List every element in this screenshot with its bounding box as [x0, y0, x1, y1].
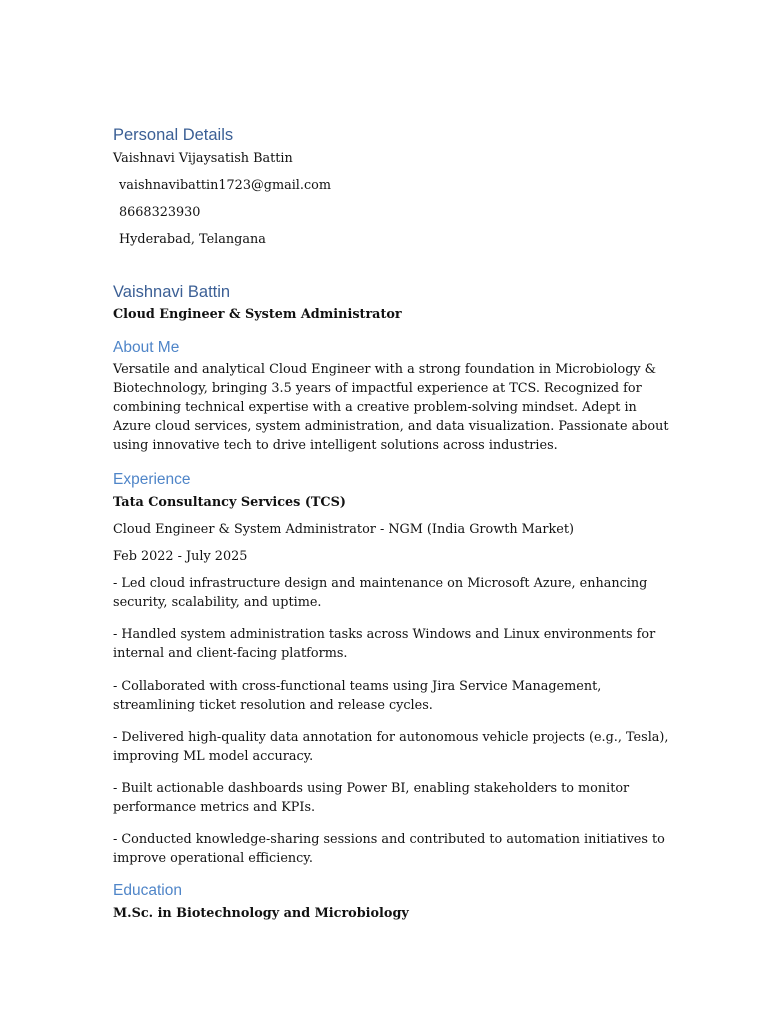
- experience-bullet: - Conducted knowledge-sharing sessions and contributed to automation initiatives to improve operational efficiency.: [113, 832, 665, 866]
- experience-bullet: - Delivered high-quality data annotation for autonomous vehicle projects (e.g., Tesla), improving ML model accuracy.: [113, 730, 669, 764]
- email-address: vaishnavibattin1723@gmail.com: [119, 178, 331, 193]
- education-degree: M.Sc. in Biotechnology and Microbiology: [113, 906, 409, 921]
- personal-details-heading: Personal Details: [113, 126, 234, 144]
- experience-bullet: - Collaborated with cross-functional teams using Jira Service Management, streamlining ticket resolution and release cycles.: [113, 679, 602, 713]
- candidate-title: Cloud Engineer & System Administrator: [113, 307, 402, 322]
- candidate-name: Vaishnavi Battin: [113, 283, 231, 301]
- experience-bullet: - Built actionable dashboards using Power BI, enabling stakeholders to monitor performance metrics and KPIs.: [113, 781, 630, 815]
- job-dates: Feb 2022 - July 2025: [113, 549, 248, 564]
- location: Hyderabad, Telangana: [119, 232, 266, 247]
- about-text: Versatile and analytical Cloud Engineer with a strong foundation in Microbiology & Biotechnology, bringing 3.5 years of impactful experience at TCS. Recognized for combining technical expertise with a creative problem-solving mindset. Adept in Azure cloud services, system administration, and data visualization. Passionate about using innovative tech to drive intelligent solutions across industries.: [113, 362, 669, 453]
- job-role: Cloud Engineer & System Administrator - NGM (India Growth Market): [113, 522, 574, 537]
- experience-bullet: - Led cloud infrastructure design and maintenance on Microsoft Azure, enhancing security, scalability, and uptime.: [113, 576, 648, 610]
- about-heading: About Me: [113, 339, 180, 356]
- phone-number: 8668323930: [119, 205, 201, 220]
- experience-bullet: - Handled system administration tasks across Windows and Linux environments for internal and client-facing platforms.: [113, 627, 656, 661]
- experience-heading: Experience: [113, 471, 191, 488]
- education-heading: Education: [113, 882, 182, 899]
- full-name: Vaishnavi Vijaysatish Battin: [113, 151, 293, 166]
- company-name: Tata Consultancy Services (TCS): [113, 495, 346, 510]
